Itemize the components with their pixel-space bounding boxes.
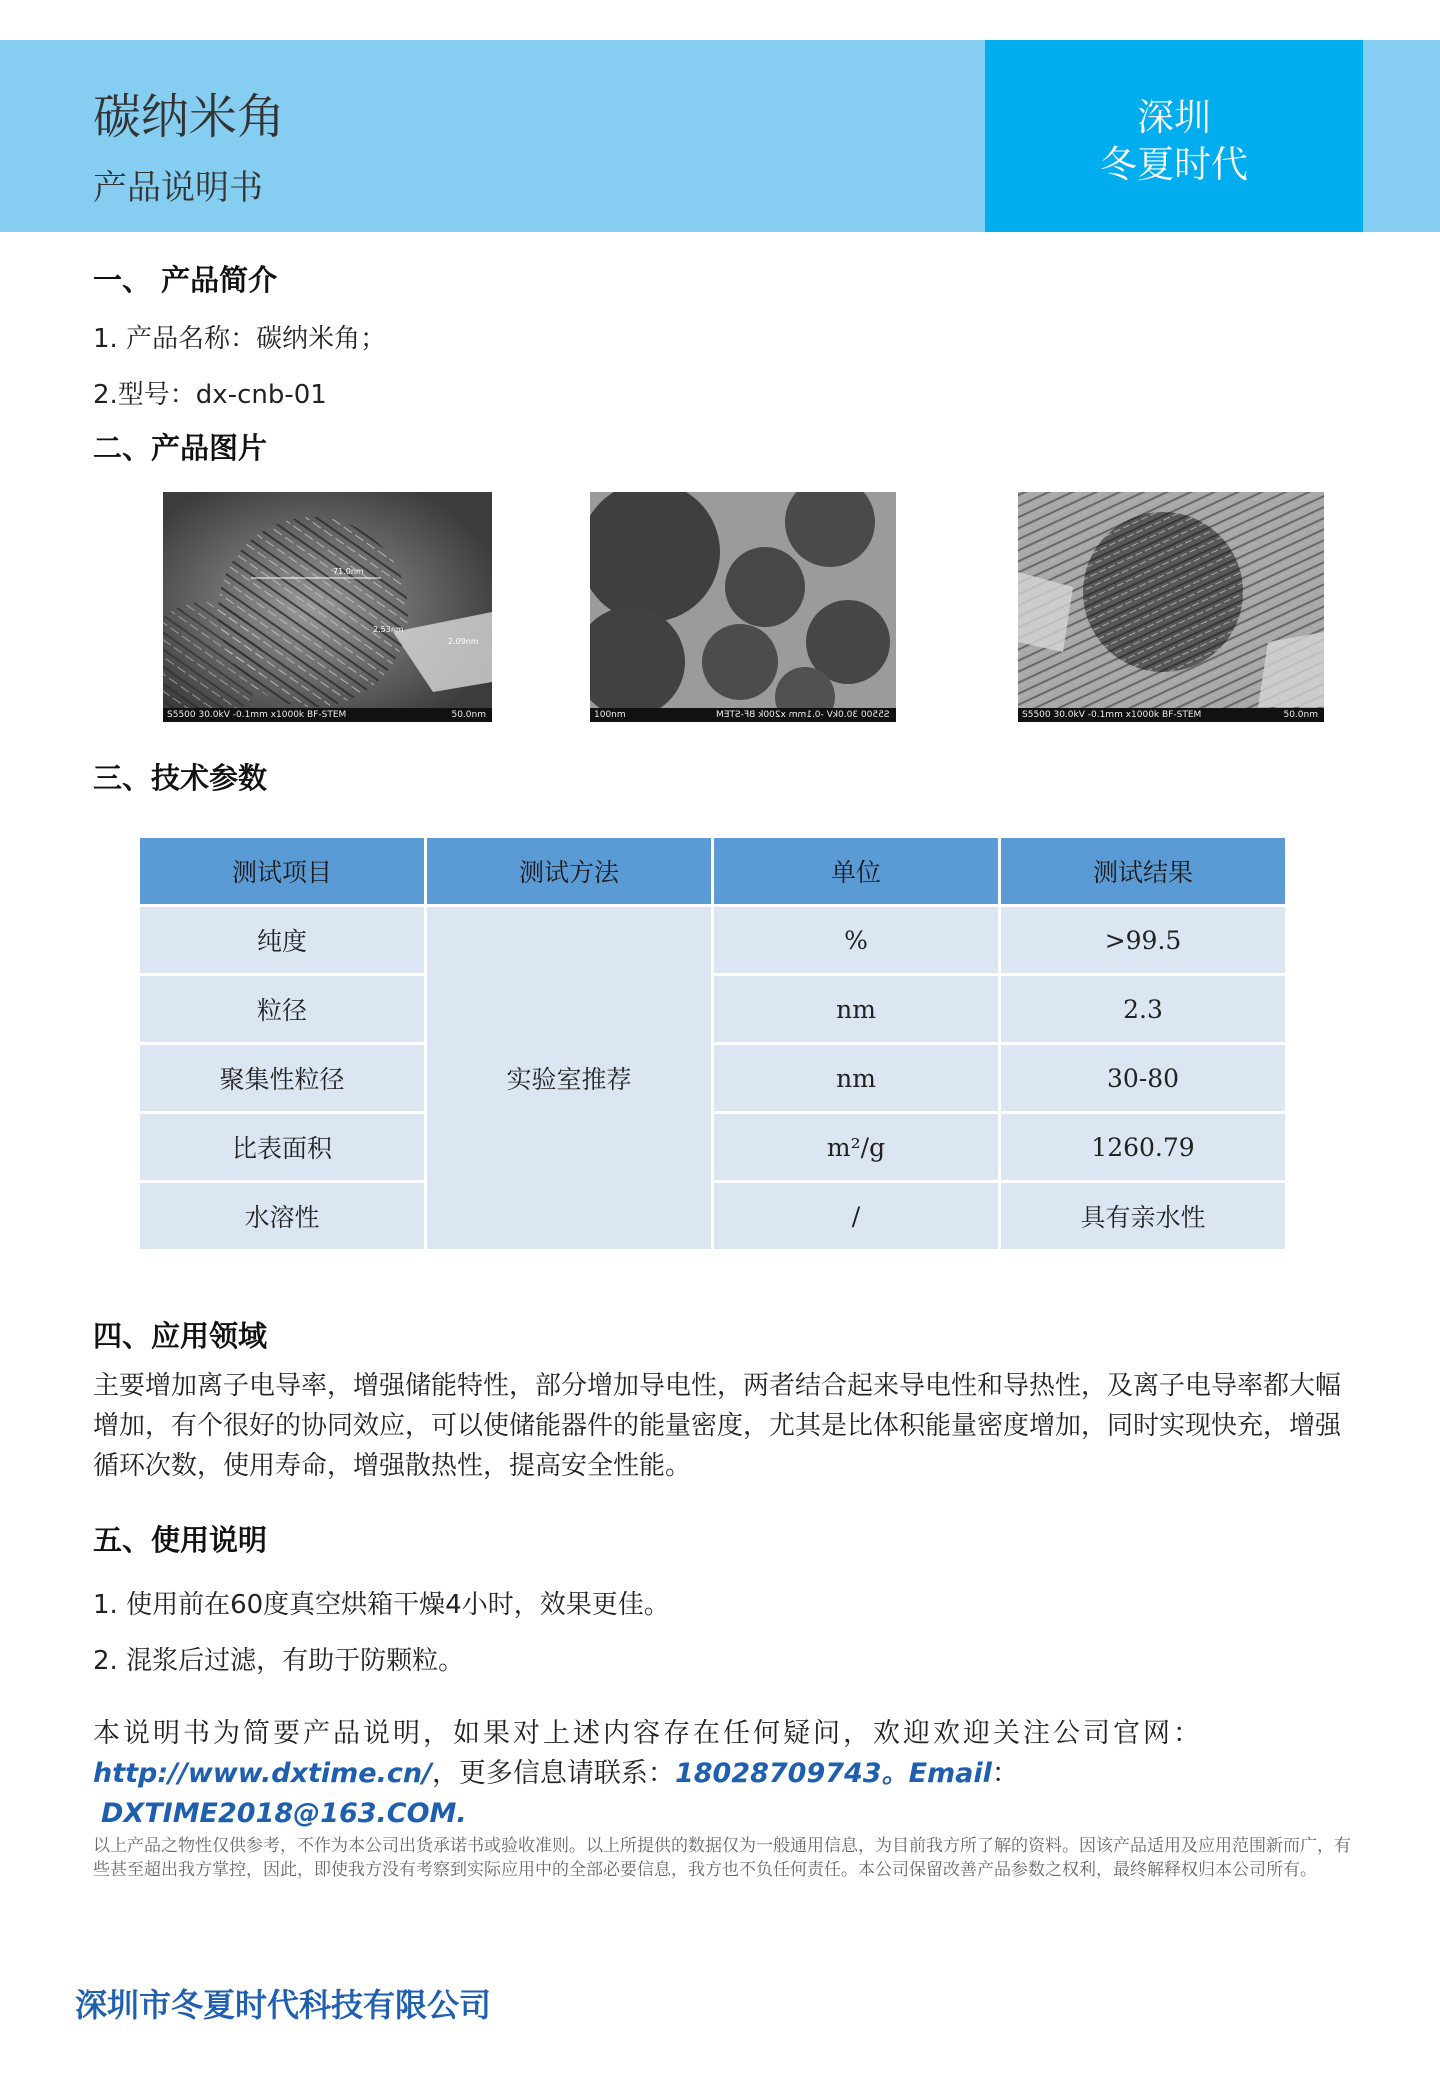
photo-2-scale: 100nm (594, 710, 626, 720)
table-row (140, 1183, 1285, 1249)
email-label: Email (908, 1758, 992, 1789)
company-line-2: 冬夏时代 (1100, 143, 1248, 186)
row-unit: m²/g (714, 1114, 998, 1180)
section-intro-title: 一、 产品简介 (93, 263, 278, 297)
row-result: 30-80 (1001, 1045, 1285, 1111)
row-item: 水溶性 (140, 1183, 424, 1249)
tem-image-3 (1018, 492, 1324, 722)
page-subtitle: 产品说明书 (93, 168, 263, 208)
company-line-1: 深圳 (1137, 96, 1211, 139)
usage-item-2: 2. 混浆后过滤，有助于防颗粒。 (93, 1646, 465, 1676)
row-unit: nm (714, 1045, 998, 1111)
params-header-row (140, 838, 1285, 904)
table-row (140, 1045, 1285, 1111)
photo-1-caption-bar (163, 708, 492, 722)
footer-company-name: 深圳市冬夏时代科技有限公司 (75, 1986, 492, 2024)
row-result: 2.3 (1001, 976, 1285, 1042)
product-photo-3 (1018, 492, 1324, 722)
product-photo-1 (163, 492, 492, 722)
row-item: 粒径 (140, 976, 424, 1042)
section-usage-title: 五、使用说明 (93, 1523, 268, 1557)
row-unit: / (714, 1183, 998, 1249)
row-method: 实验室推荐 (427, 907, 711, 1249)
usage-item-1: 1. 使用前在60度真空烘箱干燥4小时，效果更佳。 (93, 1590, 670, 1620)
phone-number: 18028709743。 (674, 1758, 909, 1789)
photo-2-caption-bar (590, 708, 896, 722)
disclaimer-text: 以上产品之物性仅供参考，不作为本公司出货承诺书或验收准则。以上所提供的数据仅为一般通用信息，为目前我方所了解的资料。因该产品适用及应用范围新而广，有些甚至超出我方掌控，因此，即使我方没有考察到实际应用中的全部必要信息，我方也不负任何责任。本公司保留改善产品参数之权利，最终解释权归本公司所有。 (93, 1836, 1351, 1880)
table-row (140, 976, 1285, 1042)
email-address[interactable]: DXTIME2018@163.COM. (101, 1798, 467, 1829)
row-item: 纯度 (140, 907, 424, 973)
measure-label-1: 71.0nm (333, 567, 364, 576)
row-item: 比表面积 (140, 1114, 424, 1180)
contact-paragraph (93, 1714, 1355, 1834)
row-item: 聚集性粒径 (140, 1045, 424, 1111)
row-unit: % (714, 907, 998, 973)
row-result: 具有亲水性 (1001, 1183, 1285, 1249)
row-result: >99.5 (1001, 907, 1285, 973)
photo-3-caption: S5500 30.0kV -0.1mm x1000k BF-STEM (1022, 710, 1202, 720)
row-result: 1260.79 (1001, 1114, 1285, 1180)
measure-label-2: 2.53nm (373, 625, 404, 634)
measure-label-3: 2.09nm (448, 637, 479, 646)
product-photo-2 (590, 492, 896, 722)
params-table (137, 835, 1288, 1252)
header-test-item: 测试项目 (140, 838, 424, 904)
application-paragraph: 主要增加离子电导率，增强储能特性，部分增加导电性，两者结合起来导电性和导热性，及离子电导率都大幅增加，有个很好的协同效应，可以使储能器件的能量密度，尤其是比体积能量密度增加，同时实现快充，增强循环次数，使用寿命，增强散热性，提高安全性能。 (93, 1371, 1342, 1481)
table-row (140, 1114, 1285, 1180)
page-title: 碳纳米角 (93, 89, 286, 145)
section-application-title: 四、应用领域 (93, 1319, 268, 1353)
photo-3-caption-bar (1018, 708, 1324, 722)
contact-intro: 本说明书为简要产品说明，如果对上述内容存在任何疑问，欢迎欢迎关注公司官网： (93, 1718, 1203, 1749)
header-company-name (985, 94, 1363, 188)
section-params-title: 三、技术参数 (93, 761, 268, 795)
section-images-title: 二、产品图片 (93, 431, 268, 465)
header-result: 测试结果 (1001, 838, 1285, 904)
photo-1-caption: S5500 30.0kV -0.1mm x1000k BF-STEM (167, 710, 347, 720)
email-colon: ： (991, 1758, 1019, 1789)
photo-2-caption: S5500 30.0kV -0.1mm x200k BF-STEM (716, 710, 890, 720)
product-model-line: 2.型号：dx-cnb-01 (93, 380, 327, 410)
photo-1-scale: 50.0nm (451, 710, 486, 720)
product-name-line: 1. 产品名称：碳纳米角； (93, 324, 387, 354)
website-link[interactable]: http://www.dxtime.cn/ (93, 1758, 432, 1789)
header-test-method: 测试方法 (427, 838, 711, 904)
row-unit: nm (714, 976, 998, 1042)
contact-more: ，更多信息请联系： (431, 1758, 675, 1789)
tem-image-1 (163, 492, 492, 722)
tem-image-2 (590, 492, 896, 722)
table-row (140, 907, 1285, 973)
header-unit: 单位 (714, 838, 998, 904)
photo-3-scale: 50.0nm (1283, 710, 1318, 720)
